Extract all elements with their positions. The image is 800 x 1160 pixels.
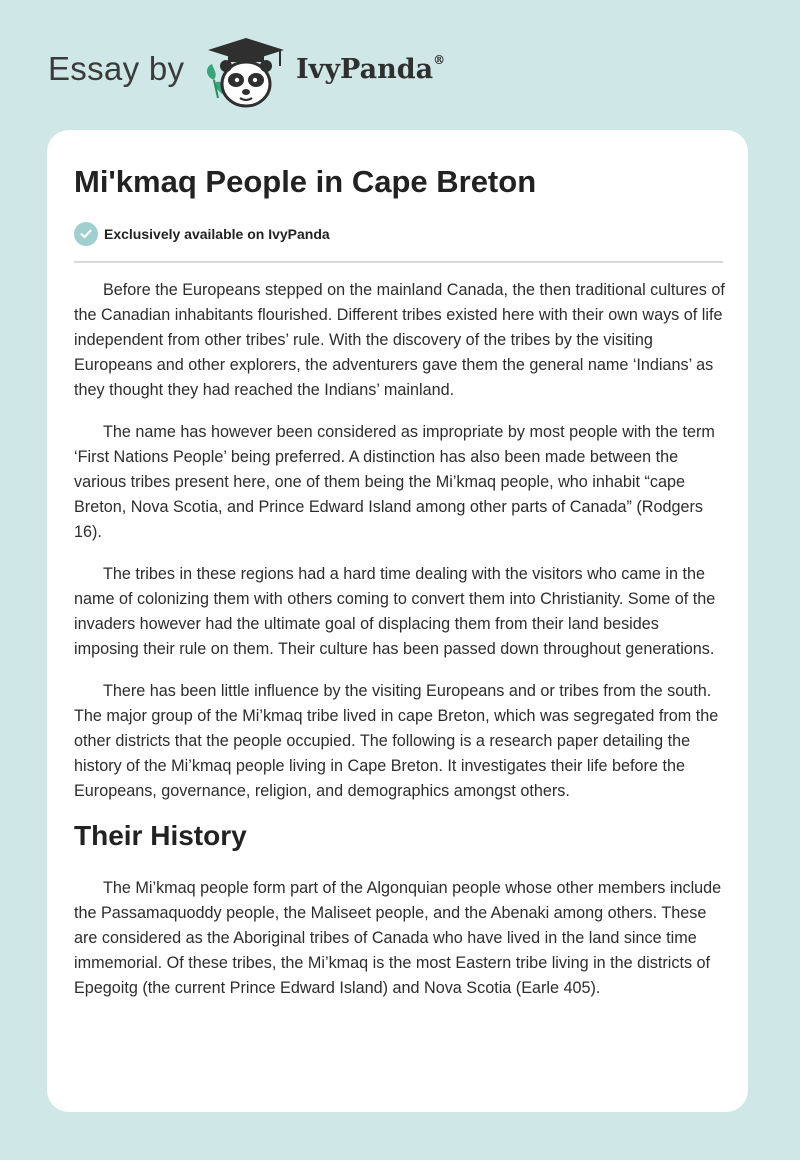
brand-name[interactable] [296, 54, 445, 85]
article-card [47, 130, 748, 1112]
paragraph: The tribes in these regions had a hard time dealing with the visitors who came in the name of colonizing them with others coming to convert them into Christianity. Some of the invaders however had the ultimate goal of displacing them from their land besides imposing their rule on them. Their culture has been passed down throughout generations. [74, 565, 716, 658]
essay-by-label: Essay by [48, 50, 185, 87]
paragraph: The name has however been considered as impropriate by most people with the term ‘First Nations People’ being preferred. A distinction has also been made between the various tribes present here, one of them being the Mi’kmaq people, who inhabit “cape Breton, Nova Scotia, and Prince Edward Island among other parts of Canada” (Rodgers 16). [74, 423, 715, 541]
paragraph: There has been little influence by the visiting Europeans and or tribes from the south. The major group of the Mi’kmaq tribe lived in cape Breton, which was segregated from the other districts that the people occupied. The following is a research paper detailing the history of the Mi’kmaq people living in Cape Breton. It investigates their life before the Europeans, governance, religion, and demographics amongst others. [74, 682, 719, 800]
article-body [74, 278, 726, 1018]
title-divider [74, 261, 723, 263]
site-header [0, 0, 800, 130]
panda-graduate-logo-icon[interactable] [200, 36, 292, 110]
registered-mark: ® [433, 53, 446, 67]
brand-text: IvyPanda [296, 54, 434, 85]
exclusive-badge [74, 221, 330, 247]
paragraph: Before the Europeans stepped on the mainland Canada, the then traditional cultures of the Canadian inhabitants flourished. Different tribes existed here with their own ways of life independent from other tribes’ rule. With the discovery of the tribes by the visiting Europeans and other explorers, the adventurers gave them the general name ‘Indians’ as they thought they had reached the Indians’ mainland. [74, 281, 725, 399]
exclusive-badge-label: Exclusively available on IvyPanda [104, 226, 330, 242]
section-heading: Their History [74, 820, 247, 851]
page-title: Mi'kmaq People in Cape Breton [74, 164, 537, 199]
check-circle-icon [74, 222, 98, 246]
paragraph: The Mi’kmaq people form part of the Algonquian people whose other members include the Passamaquoddy people, the Maliseet people, and the Abenaki among others. These are considered as the Aboriginal tribes of Canada who have lived in the land since time immemorial. Of these tribes, the Mi’kmaq is the most Eastern tribe living in the districts of Epegoitg (the current Prince Edward Island) and Nova Scotia (Earle 405). [74, 879, 722, 997]
